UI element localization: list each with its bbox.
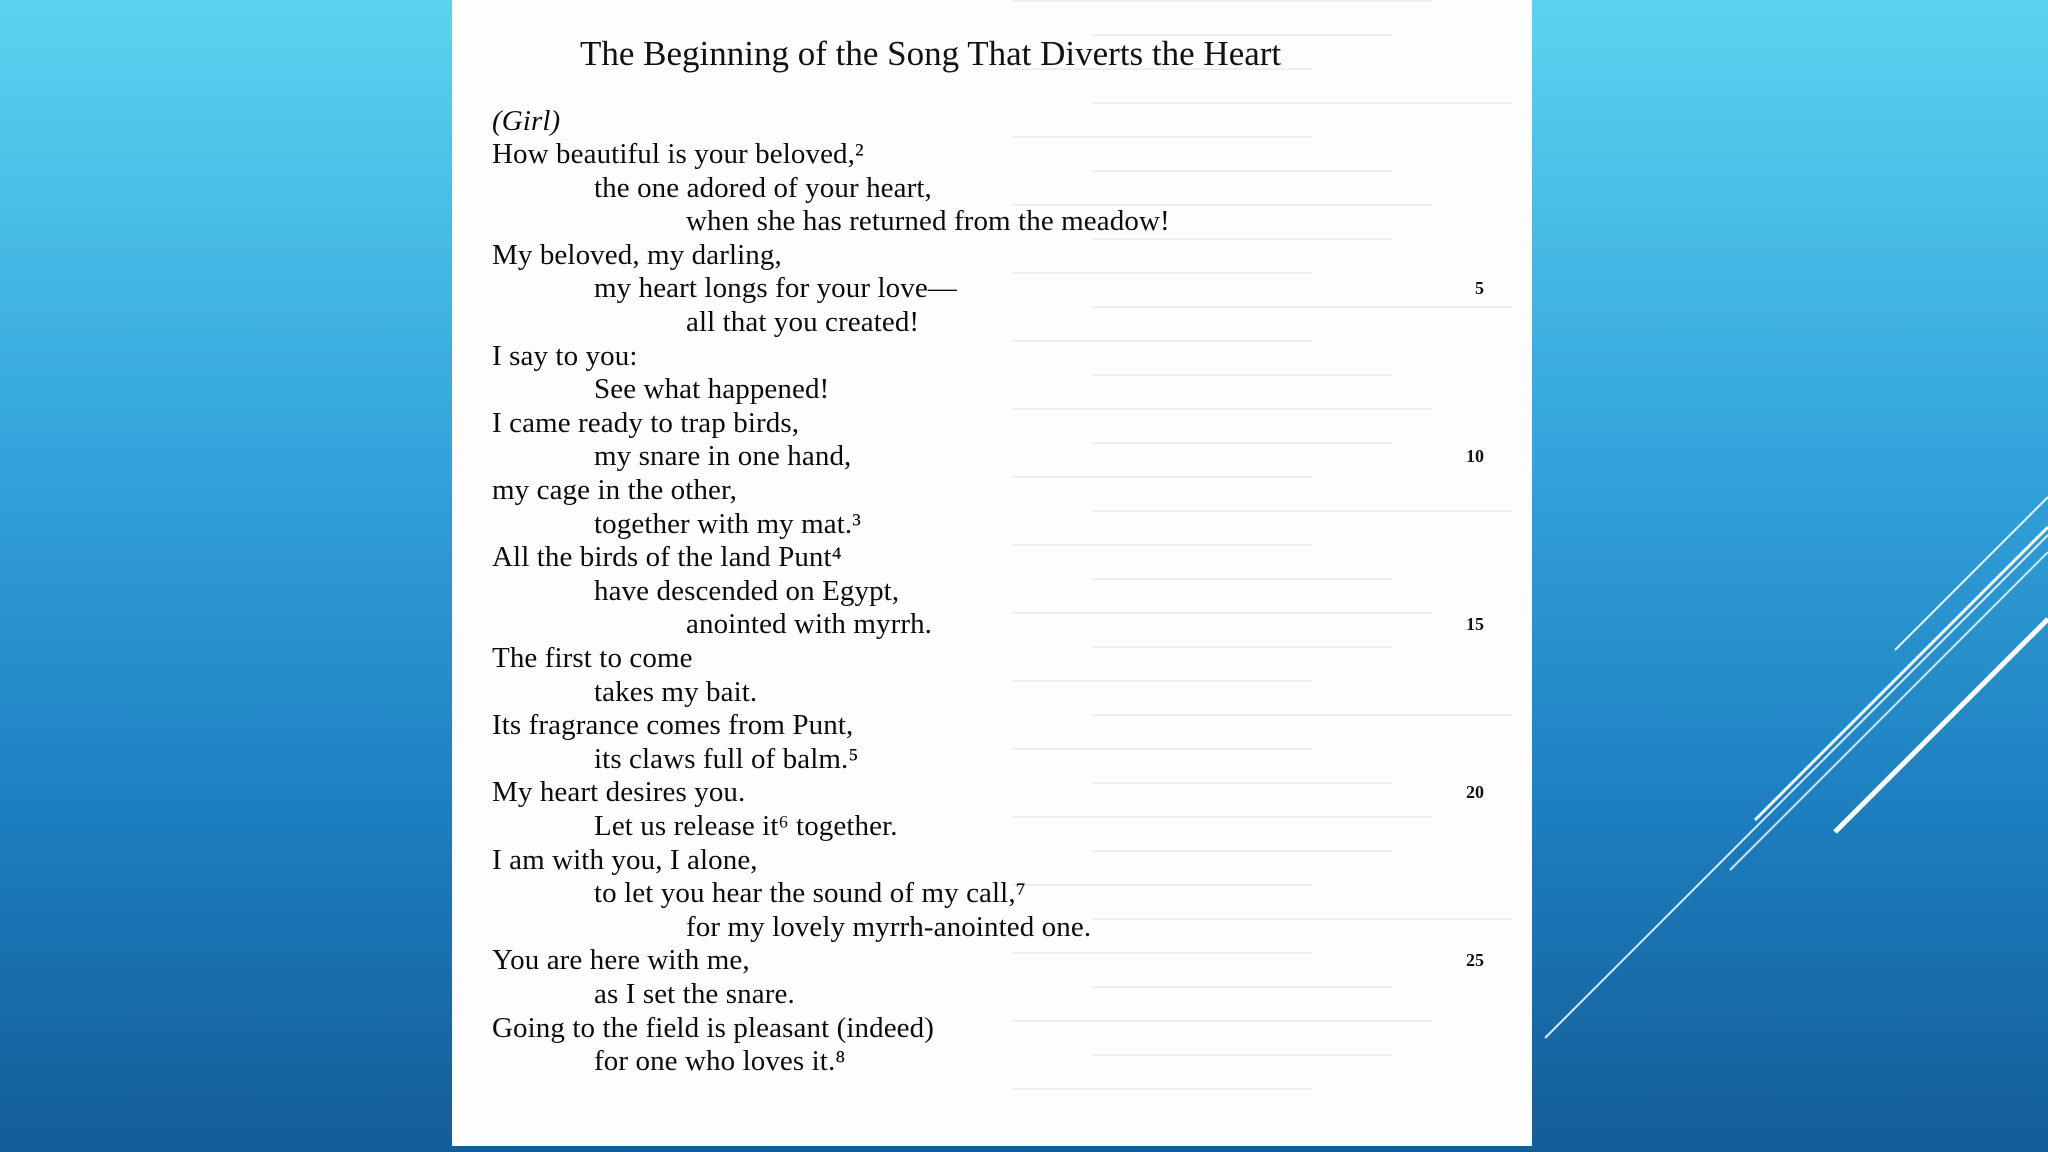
bleed-through-line: [1012, 612, 1432, 614]
poem-line: my heart longs for your love—: [594, 272, 957, 305]
bleed-through-line: [1092, 714, 1512, 716]
poem-line: for one who loves it.⁸: [594, 1045, 846, 1078]
line-number: 25: [1466, 950, 1484, 971]
speaker-label: (Girl): [492, 105, 561, 137]
bleed-through-line: [1012, 952, 1312, 954]
bleed-through-line: [1012, 1020, 1432, 1022]
poem-line: to let you hear the sound of my call,⁷: [594, 877, 1026, 910]
bleed-through-line: [1092, 170, 1392, 172]
bleed-through-line: [1092, 102, 1512, 104]
bleed-through-line: [1092, 374, 1392, 376]
bleed-through-line: [1012, 544, 1312, 546]
bleed-through-line: [1012, 1088, 1312, 1090]
bleed-through-line: [1012, 0, 1432, 2]
poem-line: My heart desires you.: [492, 776, 746, 809]
bleed-through-line: [1012, 476, 1312, 478]
poem-line: takes my bait.: [594, 675, 758, 708]
line-number: 10: [1466, 446, 1484, 467]
bleed-through-line: [1012, 272, 1312, 274]
bleed-through-line: [1012, 408, 1432, 410]
bleed-through-line: [1092, 1054, 1392, 1056]
poem-line: All the birds of the land Punt⁴: [492, 541, 842, 574]
poem-line: See what happened!: [594, 373, 830, 406]
poem-line: I say to you:: [492, 339, 638, 372]
bleed-through-line: [1092, 646, 1392, 648]
bleed-through-line: [1092, 782, 1392, 784]
line-number: 5: [1475, 278, 1484, 299]
line-number: 15: [1466, 614, 1484, 635]
poem-line: my cage in the other,: [492, 474, 737, 506]
bleed-through-line: [1012, 680, 1312, 682]
poem-line: my snare in one hand,: [594, 440, 852, 473]
poem-line: You are here with me,: [492, 944, 750, 977]
poem-line: Let us release it⁶ together.: [594, 810, 898, 842]
poem-line: I am with you, I alone,: [492, 843, 758, 876]
poem-line: How beautiful is your beloved,²: [492, 138, 864, 170]
bleed-through-line: [1092, 850, 1392, 852]
bleed-through-line: [1012, 136, 1312, 138]
bleed-through-line: [1092, 442, 1392, 444]
bleed-through-line: [1012, 884, 1312, 886]
page-title: The Beginning of the Song That Diverts the Heart: [580, 34, 1282, 73]
poem-line: I came ready to trap birds,: [492, 406, 800, 439]
bleed-through-line: [1012, 748, 1312, 750]
bleed-through-line: [1092, 306, 1512, 308]
bleed-through-line: [1092, 986, 1392, 988]
poem-line: its claws full of balm.⁵: [594, 742, 859, 775]
bleed-through-line: [1012, 340, 1312, 342]
poem-line: the one adored of your heart,: [594, 171, 932, 204]
poem-line: all that you created!: [686, 306, 920, 338]
poem-line: together with my mat.³: [594, 507, 862, 540]
bleed-through-line: [1012, 816, 1432, 818]
poem-line: when she has returned from the meadow!: [686, 205, 1170, 238]
line-number: 20: [1466, 782, 1484, 803]
bleed-through-line: [1092, 238, 1392, 240]
poem-line: Its fragrance comes from Punt,: [492, 709, 854, 742]
bleed-through-line: [1092, 578, 1392, 580]
bleed-through-line: [1092, 918, 1512, 920]
poem-line: have descended on Egypt,: [594, 574, 900, 607]
book-page: [452, 0, 1532, 1146]
poem-line: for my lovely myrrh-anointed one.: [686, 910, 1092, 943]
poem-line: The first to come: [492, 642, 693, 674]
bleed-through-line: [1092, 510, 1512, 512]
poem-line: as I set the snare.: [594, 978, 795, 1010]
poem-line: Going to the field is pleasant (indeed): [492, 1011, 935, 1044]
poem-line: anointed with myrrh.: [686, 608, 933, 641]
poem-line: My beloved, my darling,: [492, 238, 782, 271]
